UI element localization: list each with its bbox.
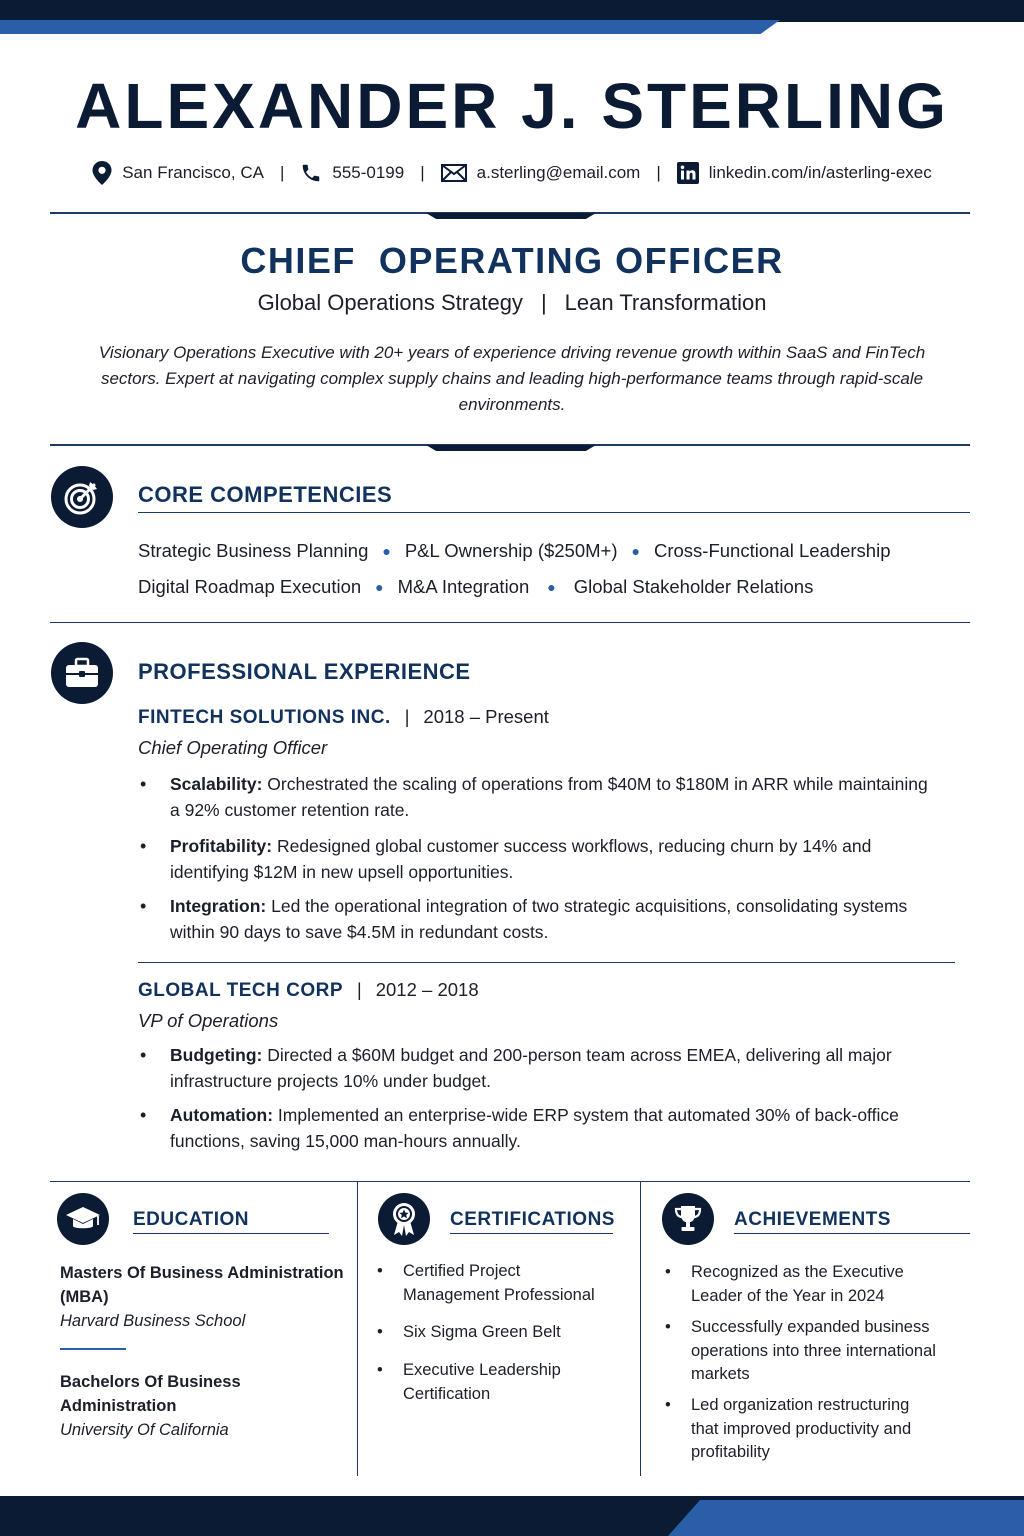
trophy-icon: [672, 1203, 704, 1235]
experience-section-icon: [51, 642, 113, 704]
bottom-accent-stripe: [668, 1500, 1024, 1536]
certification-item: • Certified Project Management Professional: [377, 1260, 617, 1307]
competencies-section-icon: [51, 466, 113, 528]
professional-summary: Visionary Operations Executive with 20+ years of experience driving revenue growth within SaaS and FinTech sectors. Expert at navigating complex supply chains and leading high-performance teams through rapid-scale environments.: [98, 343, 926, 414]
bullet-lead: Scalability:: [170, 774, 263, 794]
achievements-rule: [734, 1233, 970, 1234]
bullet-text: Redesigned global customer success workflows, reducing churn by 14% and identifying $12M in new upsell opportunities.: [170, 836, 872, 882]
degree-entry: [60, 1370, 260, 1442]
job-bullet: • Automation: Implemented an enterprise-wide ERP system that automated 30% of back-office functions, saving 15,000 man-hours annually.: [140, 1105, 899, 1151]
target-role-title: CHIEF OPERATING OFFICER: [240, 240, 784, 281]
bullet-text: Led the operational integration of two strategic acquisitions, consolidating systems within 90 days to save $4.5M in redundant costs.: [170, 896, 908, 942]
top-accent-stripe: [0, 20, 780, 34]
bullet-lead: Profitability:: [170, 836, 273, 856]
divider-notch: [426, 213, 596, 219]
school-name: Harvard Business School: [60, 1312, 246, 1330]
phone-icon: [300, 162, 322, 184]
company-name: GLOBAL TECH CORP: [138, 980, 344, 1001]
email-link[interactable]: a.sterling@email.com: [476, 163, 641, 182]
graduation-cap-icon: [65, 1205, 101, 1233]
role-focus-secondary: Lean Transformation: [564, 290, 767, 315]
job-bullet: • Integration: Led the operational integration of two strategic acquisitions, consolidating systems within 90 days to save $4.5M in redundant costs.: [140, 896, 908, 942]
job-bullet: • Profitability: Redesigned global customer success workflows, reducing churn by 14% and identifying $12M in new upsell opportunities.: [140, 836, 872, 882]
competencies-row-2: Digital Roadmap Execution ● M&A Integration ● Global Stakeholder Relations: [138, 576, 814, 597]
contact-linkedin: [677, 162, 932, 184]
top-band: [0, 0, 1024, 22]
company-name: FINTECH SOLUTIONS INC.: [138, 707, 391, 728]
achievement-text: Successfully expanded business operations into three international markets: [691, 1318, 936, 1383]
competency-item: Digital Roadmap Execution: [138, 576, 362, 597]
award-ribbon-icon: [389, 1201, 419, 1237]
contact-separator: |: [279, 163, 285, 182]
job-bullet: • Budgeting: Directed a $60M budget and 200-person team across EMEA, delivering all major infrastructure projects 10% under budget.: [140, 1045, 892, 1091]
contact-separator: |: [420, 163, 425, 182]
job-divider: [138, 962, 955, 963]
map-pin-icon: [92, 161, 112, 185]
candidate-name: ALEXANDER J. STERLING: [75, 70, 949, 142]
divider-notch: [426, 445, 596, 451]
competency-item: M&A Integration: [397, 576, 530, 597]
role-focus-primary: Global Operations Strategy: [257, 290, 523, 315]
target-icon: [62, 477, 102, 517]
achievement-text: Led organization restructuring that improved productivity and profitability: [691, 1396, 912, 1461]
phone-text: 555-0199: [332, 163, 405, 182]
linkedin-link[interactable]: linkedin.com/in/asterling-exec: [708, 163, 932, 182]
achievements-section-icon: [662, 1193, 714, 1245]
linkedin-icon: [677, 162, 699, 184]
competencies-row-1: Strategic Business Planning ● P&L Ownership ($250M+) ● Cross-Functional Leadership: [138, 540, 891, 561]
competencies-bottom-rule: [50, 622, 970, 623]
job-header: [138, 979, 479, 1002]
contact-location: [92, 161, 264, 185]
competency-item: Strategic Business Planning: [138, 540, 369, 561]
certifications-section-icon: [378, 1193, 430, 1245]
achievement-item: • Recognized as the Executive Leader of the Year in 2024: [665, 1261, 950, 1308]
bullet-lead: Budgeting:: [170, 1045, 263, 1065]
certification-text: Certified Project Management Professional: [403, 1262, 595, 1304]
certifications-rule: [450, 1233, 613, 1234]
certification-text: Six Sigma Green Belt: [403, 1323, 561, 1341]
briefcase-icon: [64, 657, 100, 689]
job-bullet: • Scalability: Orchestrated the scaling of operations from $40M to $180M in ARR while maintaining a 92% customer retention rate.: [140, 774, 928, 820]
certification-text: Executive Leadership Certification: [403, 1361, 561, 1403]
achievement-item: • Successfully expanded business operations into three international markets: [665, 1316, 950, 1387]
experience-heading: PROFESSIONAL EXPERIENCE: [138, 659, 471, 684]
bullet-lead: Automation:: [170, 1105, 274, 1125]
competency-item: P&L Ownership ($250M+): [404, 540, 618, 561]
job-separator: |: [357, 980, 362, 1000]
job-title: VP of Operations: [138, 1010, 279, 1031]
degree-separator: [60, 1348, 126, 1350]
job-years: 2012 – 2018: [375, 979, 479, 1000]
competencies-rule: [138, 512, 970, 513]
certifications-heading: CERTIFICATIONS: [450, 1209, 615, 1230]
education-heading: EDUCATION: [133, 1209, 250, 1230]
bullet-lead: Integration:: [170, 896, 267, 916]
education-section-icon: [57, 1193, 109, 1245]
bullet-text: Implemented an enterprise-wide ERP system that automated 30% of back-office functions, saving 15,000 man-hours annually.: [170, 1105, 899, 1151]
contact-phone: [300, 162, 404, 184]
bullet-text: Orchestrated the scaling of operations from $40M to $180M in ARR while maintaining a 92% customer retention rate.: [170, 774, 928, 820]
competencies-heading: CORE COMPETENCIES: [138, 482, 393, 507]
role-focus: Global Operations Strategy | Lean Transformation: [257, 290, 767, 315]
contact-separator: |: [656, 163, 661, 182]
job-separator: |: [404, 707, 410, 727]
certification-item: • Executive Leadership Certification: [377, 1359, 597, 1406]
contact-email: [441, 163, 641, 183]
columns-top-rule: [50, 1181, 970, 1182]
certification-item: • Six Sigma Green Belt: [377, 1321, 617, 1345]
achievements-heading: ACHIEVEMENTS: [734, 1209, 891, 1230]
job-title: Chief Operating Officer: [138, 737, 328, 758]
achievement-text: Recognized as the Executive Leader of the Year in 2024: [691, 1263, 904, 1305]
achievement-item: • Led organization restructuring that improved productivity and profitability: [665, 1394, 950, 1465]
job-years: 2018 – Present: [423, 706, 549, 727]
bullet-text: Directed a $60M budget and 200-person team across EMEA, delivering all major infrastructure projects 10% under budget.: [170, 1045, 892, 1091]
degree-entry: [60, 1261, 345, 1333]
column-divider: [640, 1182, 641, 1476]
school-name: University Of California: [60, 1421, 229, 1439]
envelope-icon: [441, 164, 467, 182]
education-rule: [133, 1233, 329, 1234]
competency-item: Global Stakeholder Relations: [573, 576, 814, 597]
column-divider: [357, 1182, 358, 1476]
degree-name: Masters Of Business Administration (MBA): [60, 1264, 344, 1306]
degree-name: Bachelors Of Business Administration: [60, 1373, 241, 1415]
job-header: [138, 706, 549, 729]
location-text: San Francisco, CA: [122, 163, 264, 182]
competency-item: Cross-Functional Leadership: [653, 540, 891, 561]
contact-row: [0, 158, 1024, 188]
